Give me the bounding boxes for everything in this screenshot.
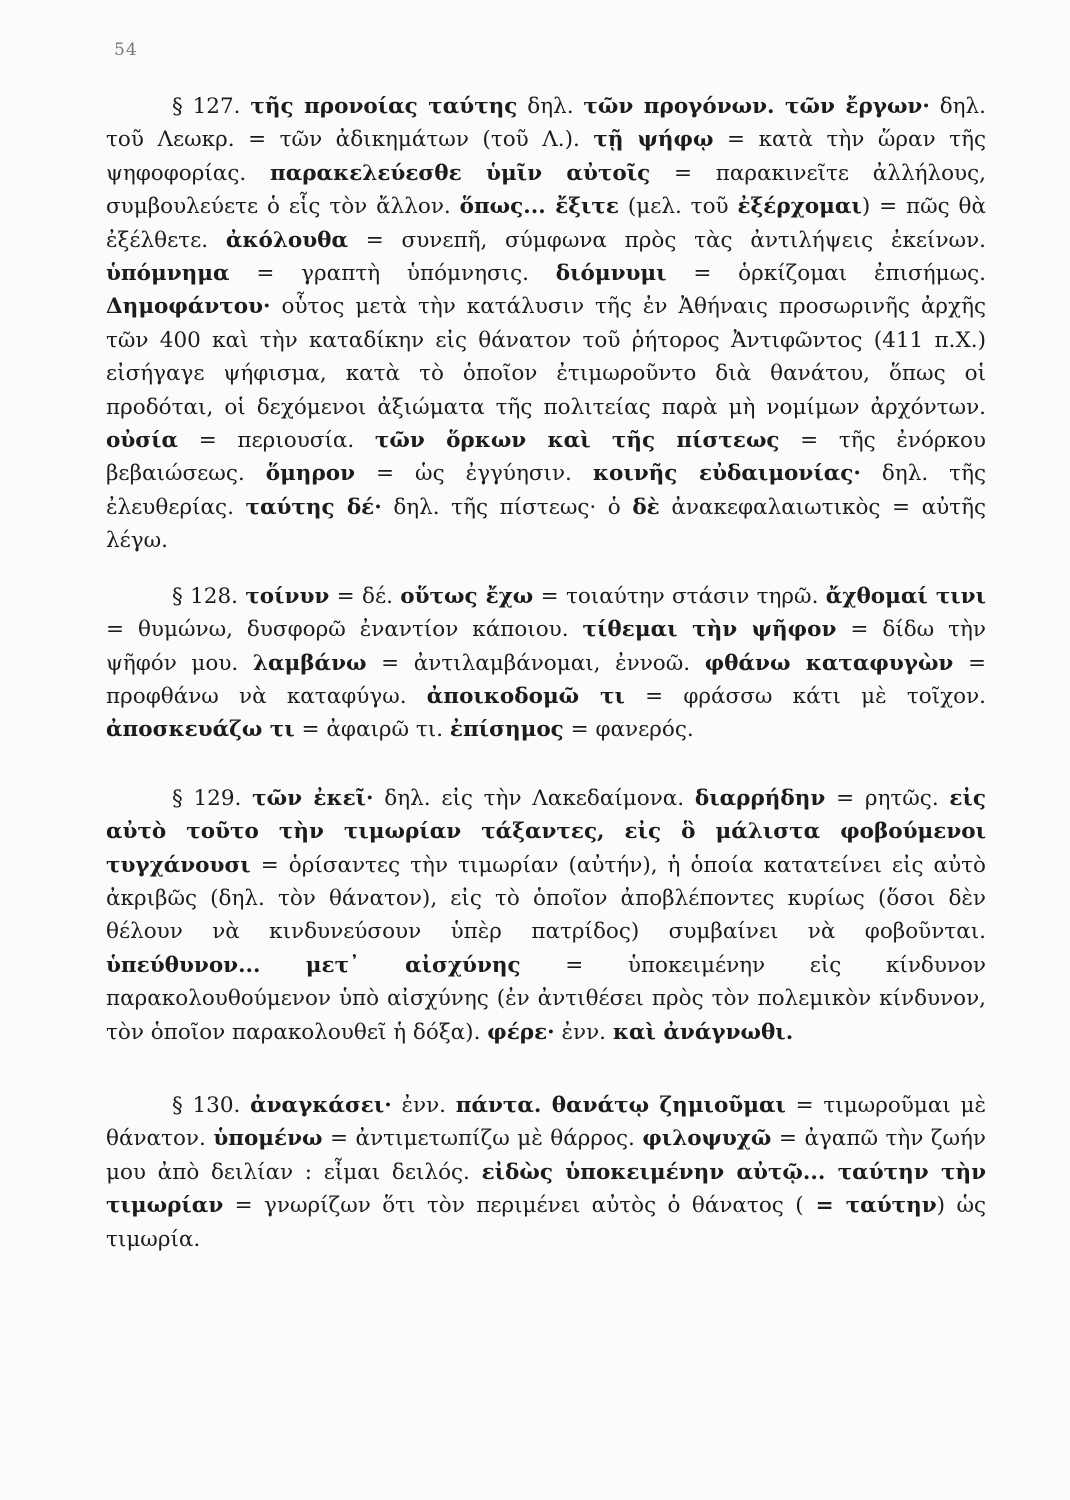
gloss-text: = παρακινεῖτε ἀλλήλους, συμβουλεύετε ὁ εἷς τὸν ἄλλον.: [106, 160, 986, 220]
lemma: ὅμηρον: [265, 461, 355, 487]
gloss-text: = ἀγαπῶ τὴν ζωήν μου ἀπὸ δειλίαν : εἶμαι δειλός.: [106, 1126, 986, 1185]
lemma: πάντα. θανάτῳ ζημιοῦμαι: [455, 1092, 786, 1118]
gloss-text: = προφθάνω νὰ καταφύγω.: [106, 650, 986, 709]
gloss-text: δηλ.: [517, 94, 584, 119]
gloss-text: ) = πῶς θὰ ἐξέλθετε.: [106, 194, 986, 253]
lemma: εἰς αὐτὸ τοῦτο τὴν τιμωρίαν τάξαντες, εἰς ὃ μάλιστα φοβούμενοι τυγχάνουσι: [106, 785, 986, 878]
gloss-text: = κατὰ τὴν ὥραν τῆς ψηφοφορίας.: [106, 127, 986, 186]
lemma: ἄχθομαί τινι: [825, 583, 987, 609]
commentary-text: [106, 90, 986, 1256]
section-130: [106, 1089, 986, 1256]
lemma: Δημοφάντου·: [106, 294, 271, 320]
gloss-text: = ρητῶς.: [825, 785, 950, 811]
lemma: ἐξέρχομαι: [737, 194, 862, 220]
gloss-text: = συνεπῆ, σύμφωνα πρὸς τὰς ἀντιλήψεις ἐκείνων.: [348, 227, 986, 253]
gloss-text: = γραπτὴ ὑπόμνησις.: [229, 261, 556, 287]
gloss-text: = θυμώνω, δυσφορῶ ἐναντίον κάποιου.: [106, 617, 583, 643]
lemma: οὕτως ἔχω: [400, 583, 534, 609]
gloss-text: = τοιαύτην στάσιν τηρῶ.: [533, 583, 826, 609]
gloss-text: δηλ. τῆς ἐλευθερίας.: [106, 461, 986, 520]
lemma: οὐσία: [106, 428, 179, 454]
lemma: φθάνω καταφυγὼν: [704, 650, 954, 676]
gloss-text: = ὁρίσαντες τὴν τιμωρίαν (αὐτήν), ἡ ὁποία κατατείνει εἰς αὐτὸ ἀκριβῶς (δηλ. τὸν θάνατον), εἰς τὸ ὁποῖον ἀποβλέποντες κυρίως (ὅσοι δὲν θέλουν νὰ κινδυνεύσουν ὑπὲρ πατρίδος) συμβαίνει νὰ φοβοῦνται.: [106, 852, 986, 945]
lemma: ἀποικοδομῶ τι: [426, 683, 625, 709]
lemma: τῶν προγόνων. τῶν ἔργων·: [583, 94, 930, 119]
lemma: ἀναγκάσει·: [250, 1092, 392, 1118]
lemma: τῶν ὅρκων καὶ τῆς πίστεως: [374, 428, 780, 454]
lemma: ὅπως... ἔξιτε: [459, 194, 619, 220]
lemma: ἐπίσημος: [449, 717, 564, 743]
gloss-text: = δέ.: [329, 583, 401, 609]
gloss-text: δηλ. εἰς τὴν Λακεδαίμονα.: [373, 785, 695, 811]
gloss-text: = περιουσία.: [178, 428, 375, 454]
gloss-text: δηλ. τῆς πίστεως· ὁ: [381, 494, 633, 520]
section-127: [106, 90, 986, 558]
gloss-text: = τῆς ἐνόρκου βεβαιώσεως.: [106, 428, 986, 487]
gloss-text: = φανερός.: [563, 717, 694, 743]
lemma: δὲ: [632, 494, 660, 520]
gloss-text: = ἀφαιρῶ τι.: [294, 717, 450, 743]
lemma: φιλοψυχῶ: [642, 1126, 772, 1152]
section-128: [106, 580, 986, 747]
section-129: [106, 782, 986, 1049]
lemma: καὶ ἀνάγνωθι.: [612, 1019, 794, 1045]
lemma: = ταύτην: [803, 1193, 937, 1219]
gloss-text: § 129.: [172, 785, 253, 811]
lemma: διόμνυμι: [555, 261, 667, 287]
lemma: ἀκόλουθα: [225, 227, 349, 253]
gloss-text: = τιμωροῦμαι μὲ θάνατον.: [106, 1092, 987, 1152]
gloss-text: = ὡς ἐγγύησιν.: [355, 461, 593, 487]
lemma: τῆς προνοίας ταύτης: [250, 94, 518, 119]
gloss-text: = φράσσω κάτι μὲ τοῖχον.: [624, 683, 987, 709]
gloss-text: ἐνν.: [391, 1092, 456, 1118]
gloss-text: = ὑποκειμένην εἰς κίνδυνον παρακολουθούμενον ὑπὸ αἰσχύνης (ἐν ἀντιθέσει πρὸς τὸν πολεμικὸν κίνδυνον, τὸν ὁποῖον παρακολουθεῖ ἡ δόξα).: [106, 952, 986, 1045]
gloss-text: οὗτος μετὰ τὴν κατάλυσιν τῆς ἐν Ἀθήναις προσωρινῆς ἀρχῆς τῶν 400 καὶ τὴν καταδίκην εἰς θάνατον τοῦ ῥήτορος Ἀντιφῶντος (411 π.Χ.) εἰσήγαγε ψήφισμα, κατὰ τὸ ὁποῖον ἐτιμωροῦντο διὰ θανάτου, ὅπως οἱ προδόται, οἱ δεχόμενοι ἀξιώματα τῆς πολιτείας παρὰ μὴ νομίμων ἀρχόντων.: [106, 294, 986, 420]
lemma: ταύτης δέ·: [245, 494, 382, 520]
lemma: τίθεμαι τὴν ψῆφον: [582, 617, 837, 643]
lemma: ἀποσκευάζω τι: [106, 717, 295, 743]
lemma: τῶν ἐκεῖ·: [252, 785, 374, 811]
gloss-text: = γνωρίζων ὅτι τὸν περιμένει αὐτὸς ὁ θάνατος (: [223, 1193, 804, 1219]
gloss-text: § 127.: [172, 94, 251, 119]
gloss-text: ἀνακεφαλαιωτικὸς = αὐτῆς λέγω.: [106, 494, 986, 554]
lemma: λαμβάνω: [252, 650, 367, 676]
gloss-text: = ὁρκίζομαι ἐπισήμως.: [666, 261, 986, 287]
lemma: διαρρήδην: [694, 785, 826, 811]
gloss-text: § 128.: [172, 583, 246, 609]
lemma: εἰδὼς ὑποκειμένην αὐτῷ... ταύτην τὴν τιμωρίαν: [106, 1159, 986, 1219]
lemma: παρακελεύεσθε ὑμῖν αὐτοῖς: [269, 160, 651, 186]
gloss-text: ) ὡς τιμωρία.: [106, 1193, 987, 1252]
lemma: ὑπόμνημα: [106, 261, 230, 287]
lemma: ὑπομένω: [213, 1126, 323, 1152]
lemma: τῇ ψήφῳ: [593, 127, 714, 153]
gloss-text: = ἀντιμετωπίζω μὲ θάρρος.: [322, 1126, 643, 1152]
gloss-text: = ἀντιλαμβάνομαι, ἐννοῶ.: [366, 650, 705, 676]
gloss-text: = δίδω τὴν ψῆφόν μου.: [106, 617, 986, 676]
gloss-text: δηλ. τοῦ Λεωκρ. = τῶν ἀδικημάτων (τοῦ Λ.).: [106, 94, 986, 153]
lemma: τοίνυν: [245, 583, 330, 609]
gloss-text: § 130.: [172, 1092, 251, 1118]
lemma: ὑπεύθυνον... μετ᾽ αἰσχύνης: [106, 952, 521, 978]
gloss-text: (μελ. τοῦ: [618, 194, 738, 220]
lemma: κοινῆς εὐδαιμονίας·: [592, 461, 861, 487]
lemma: φέρε·: [487, 1019, 555, 1045]
page-number: 54: [114, 40, 138, 60]
gloss-text: ἐνν.: [554, 1019, 613, 1045]
